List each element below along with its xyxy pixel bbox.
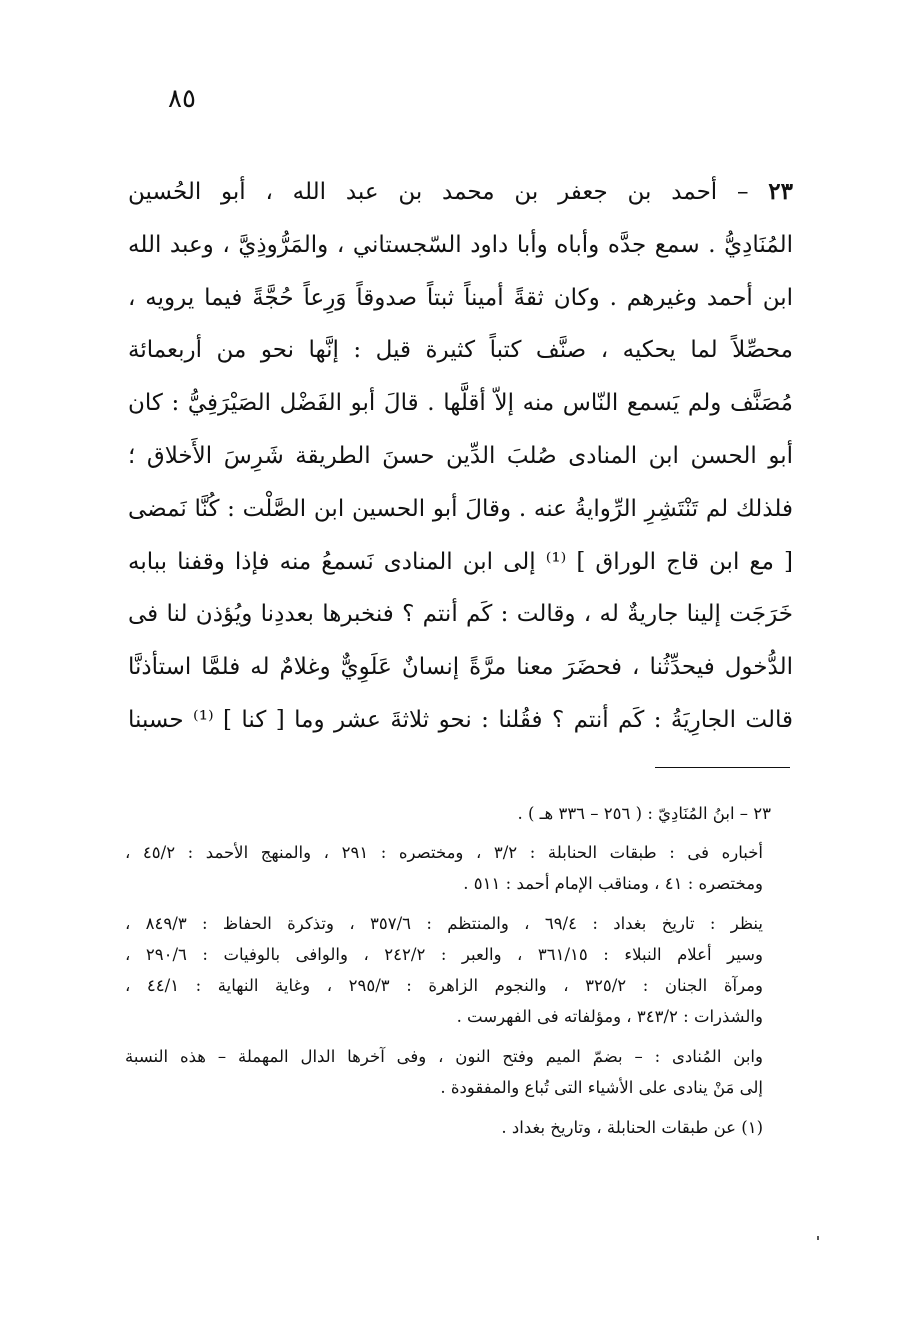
notes-heading: ٢٣ – ابنُ المُنَادِيّ : ( ٢٥٦ – ٣٣٦ هـ ) . (517, 804, 771, 823)
entry-line-text: – أحمد بن جعفر بن محمد بن عبد الله ، أبو الحُسين (128, 179, 769, 205)
entry-line-8: [ مع ابن قاج الوراق ] ⁽¹⁾ إلى ابن المنادى نَسمعُ منه فإذا وقفنا ببابه (128, 548, 793, 575)
footnote-1: (١) عن طبقات الحنابلة ، وتاريخ بغداد . (501, 1118, 763, 1137)
entry-line-5: مُصَنَّف ولم يَسمع النّاس منه إلاّ أقلَّها . قالَ أبو الفَضْل الصَيْرَفِيُّ : كان (128, 390, 793, 417)
entry-line-7: فلذلك لم تَنْتَشِرِ الرِّوايةُ عنه . وقالَ أبو الحسين ابن الصَّلْت : كُنَّا نَمضى (128, 495, 793, 522)
biography-entry (128, 166, 793, 747)
nisba-line-1: وابن المُنادى : – بضمّ الميم وفتح النون ، وفى آخرها الدال المهملة – هذه النسبة (125, 1047, 763, 1066)
entry-line-3: ابن أحمد وغيرهم . وكان ثقةً أميناً ثبتاً صدوقاً وَرِعاً حُجَّةً فيما يرويه ، (128, 284, 793, 311)
footnotes (125, 798, 793, 1152)
entry-number: ٢٣ (768, 178, 793, 205)
entry-line-9: خَرَجَت إلينا جاريةٌ له ، وقالت : كَم أنتم ؟ فنخبرها بعددِنا ويُؤذن لنا فى (128, 601, 793, 628)
page-number: ٨٥ (168, 84, 196, 114)
see-also-line-1: ينظر : تاريخ بغداد : ٦٩/٤ ، والمنتظم : ٣٥٧/٦ ، وتذكرة الحفاظ : ٨٤٩/٣ ، (125, 914, 763, 933)
entry-line-4: محصِّلاً لما يحكيه ، صنَّف كتباً كثيرة قيل : إنَّها نحو من أربعمائة (128, 337, 793, 364)
nisba-line-2: إلى مَنْ ينادى على الأشياء التى تُباع والمفقودة . (440, 1078, 763, 1097)
entry-line-2: المُنَادِيُّ . سمع جدَّه وأباه وأبا داود السّجستاني ، والمَرُّوذِيَّ ، وعبد الله (128, 231, 793, 258)
see-also-paragraph (125, 908, 793, 1032)
nisba-paragraph (125, 1041, 793, 1103)
entry-line-11: قالت الجارِيَةُ : كَم أنتم ؟ فقُلنا : نحو ثلاثةَ عشر وما [ كنا ] ⁽¹⁾ حسبنا (128, 706, 793, 733)
sources-line-1: أخباره فى : طبقات الحنابلة : ٣/٢ ، ومختصره : ٢٩١ ، والمنهج الأحمد : ٤٥/٢ ، (125, 843, 763, 862)
print-speck (817, 1236, 819, 1240)
see-also-line-3: ومرآة الجنان : ٣٢٥/٢ ، والنجوم الزاهرة : ٢٩٥/٣ ، وغاية النهاية : ٤٤/١ ، (125, 976, 763, 995)
see-also-line-4: والشذرات : ٣٤٣/٢ ، ومؤلفاته فى الفهرست . (456, 1007, 763, 1026)
sources-paragraph (125, 837, 793, 899)
entry-line-6: أبو الحسن ابن المنادى صُلبَ الدِّين حسنَ الطريقة شَرِسَ الأَخلاق ؛ (128, 442, 793, 469)
sources-line-2: ومختصره : ٤١ ، ومناقب الإمام أحمد : ٥١١ . (463, 874, 763, 893)
entry-line-1 (128, 166, 793, 219)
entry-line-10: الدُّخول فيحدِّثُنا ، فحضَرَ معنا مرَّةً إنسانٌ عَلَوِيٌّ وغلامٌ له فلمَّا استأذنَّا (128, 654, 793, 681)
footnote-divider (655, 767, 790, 768)
see-also-line-2: وسير أعلام النبلاء : ٣٦١/١٥ ، والعبر : ٢٤٢/٢ ، والوافى بالوفيات : ٢٩٠/٦ ، (125, 945, 763, 964)
